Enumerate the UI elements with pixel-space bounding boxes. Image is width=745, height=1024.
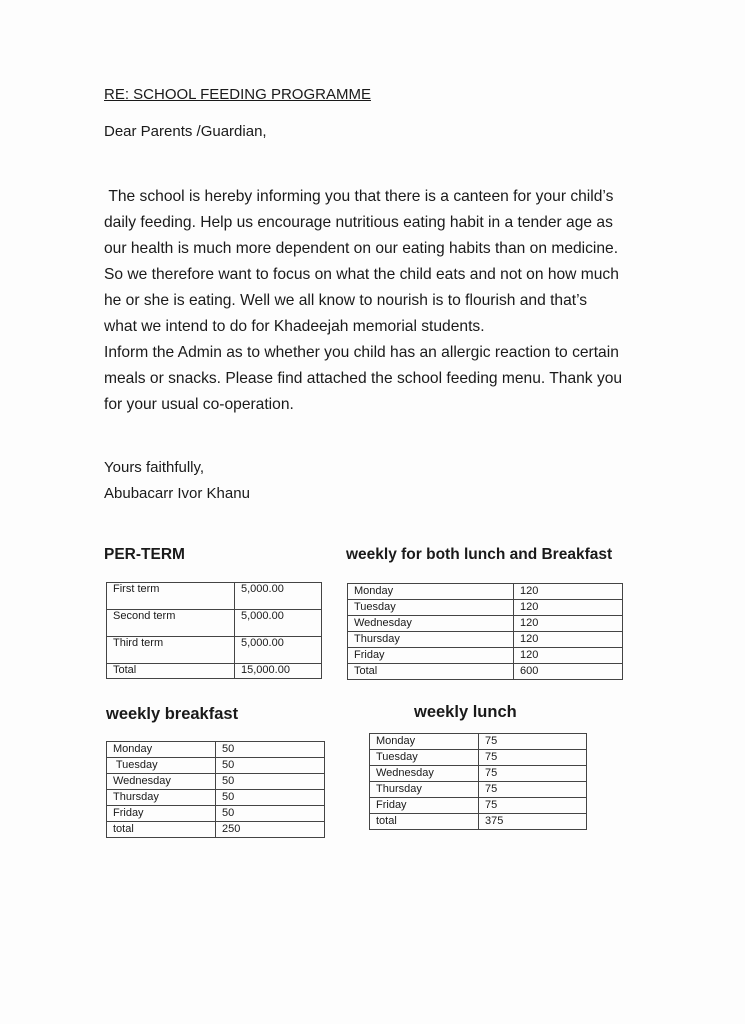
per-term-table: [106, 582, 322, 679]
table-row: Monday 120: [348, 584, 623, 600]
table-row: Thursday 75: [370, 782, 587, 798]
table-row: Thursday 50: [107, 790, 325, 806]
letter-body: [104, 184, 624, 418]
paragraph-1: The school is hereby informing you that there is a canteen for your child’s daily feeding. Help us encourage nutritious eating habit in a tender age as our health is much more dependent on our eating habits than on medicine. So we therefore want to focus on what the child eats and not on how much he or she is eating. Well we all know to nourish is to flourish and that’s what we intend to do for Khadeejah memorial students.: [104, 188, 624, 335]
table-row: Tuesday 120: [348, 600, 623, 616]
weekly-both-table: [347, 583, 623, 680]
table-row: Thursday 120: [348, 632, 623, 648]
table-row: Tuesday 50: [107, 758, 325, 774]
weekly-both-title: weekly for both lunch and Breakfast: [346, 546, 613, 563]
table-row: Total 600: [348, 664, 623, 680]
signatory: Abubacarr Ivor Khanu: [104, 485, 250, 502]
table-row: Friday 75: [370, 798, 587, 814]
weekly-breakfast-title: weekly breakfast: [106, 705, 239, 723]
table-row: Wednesday 75: [370, 766, 587, 782]
table-row: total 375: [370, 814, 587, 830]
closing: Yours faithfully,: [104, 459, 205, 476]
weekly-lunch-table: [369, 733, 587, 830]
table-row: Wednesday 50: [107, 774, 325, 790]
table-row: Second term 5,000.00: [107, 610, 322, 637]
table-row: Third term 5,000.00: [107, 637, 322, 664]
weekly-lunch-title: weekly lunch: [414, 703, 517, 721]
per-term-title: PER-TERM: [104, 546, 185, 563]
table-row: Wednesday 120: [348, 616, 623, 632]
table-row: Monday 50: [107, 742, 325, 758]
letter-subject: RE: SCHOOL FEEDING PROGRAMME: [104, 86, 371, 103]
table-row: total 250: [107, 822, 325, 838]
table-row: Friday 50: [107, 806, 325, 822]
salutation: Dear Parents /Guardian,: [104, 123, 267, 140]
table-row: Total 15,000.00: [107, 664, 322, 679]
table-row: Tuesday 75: [370, 750, 587, 766]
weekly-breakfast-table: [106, 741, 325, 838]
paragraph-2: Inform the Admin as to whether you child has an allergic reaction to certain meals or snacks. Please find attached the school feeding menu. Thank you for your usual co-operation.: [104, 344, 623, 413]
table-row: Friday 120: [348, 648, 623, 664]
table-row: First term 5,000.00: [107, 583, 322, 610]
closing-block: [104, 455, 250, 507]
table-row: Monday 75: [370, 734, 587, 750]
